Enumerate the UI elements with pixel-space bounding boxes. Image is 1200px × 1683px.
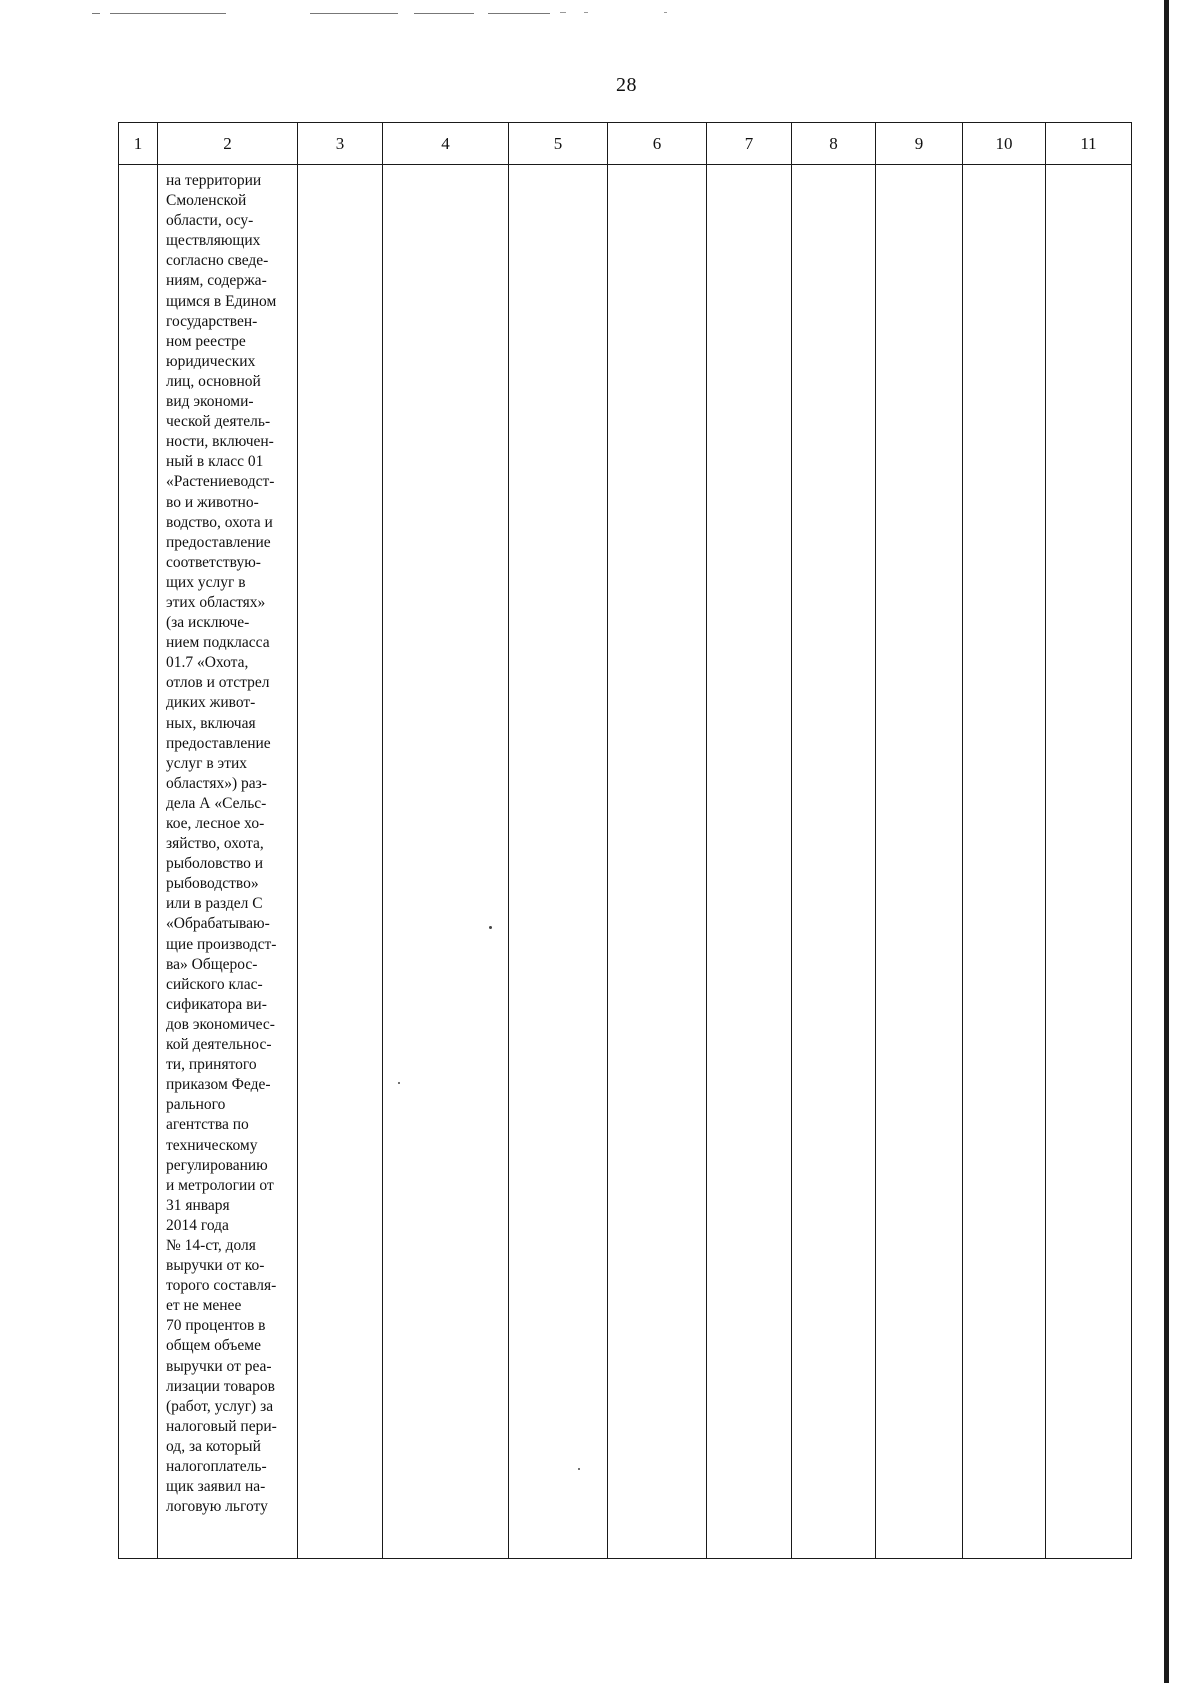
table-cell-col6 [608,165,707,1559]
column-header-3: 3 [298,123,383,165]
table-cell-col3 [298,165,383,1559]
page-number: 28 [616,74,637,96]
column-header-9: 9 [876,123,963,165]
column-header-10: 10 [963,123,1046,165]
table-cell-col2 [158,165,298,1559]
table-row [119,165,1132,1559]
column-header-11: 11 [1046,123,1132,165]
table-cell-col1 [119,165,158,1559]
table-cell-col4 [383,165,509,1559]
column-header-2: 2 [158,123,298,165]
scan-speck [398,1082,400,1084]
scan-artifact-line [110,13,226,14]
scan-artifact-line [414,13,474,14]
scan-artifact-line [664,12,667,13]
column-header-4: 4 [383,123,509,165]
scan-speck [578,1468,580,1470]
table-cell-col9 [876,165,963,1559]
scan-speck [489,926,492,929]
scan-artifact-line [310,13,398,14]
table-cell-col8 [792,165,876,1559]
column-header-7: 7 [707,123,792,165]
column-header-6: 6 [608,123,707,165]
cell-description-text: на территории Смоленской области, осу- ществляющих согласно сведе- ниям, содержа- щимся в Едином государствен- ном реестре юридических лиц, основной вид экономи- ческой деятель- ности, включен- ный в класс 01 «Растениеводст- во и животно- водство, охота и предоставление соответствую- щих услуг в этих областях» (за исключе- нием подкласса 01.7 «Охота, отлов и отстрел диких живот- ных, включая предоставление услуг в этих областях») раз- дела А «Сельс- кое, лесное хо- зяйство, охота, рыболовство и рыбоводство» или в раздел С «Обрабатываю- щие производст- ва» Общерос- сийского клас- сификатора ви- дов экономичес- кой деятельнос- ти, принятого приказом Феде- рального агентства по техническому регулированию и метрологии от 31 января 2014 года № 14-ст, доля выручки от ко- торого составля- ет не менее 70 процентов в общем объеме выручки от реа- лизации товаров (работ, услуг) за налоговый пери- од, за который налогоплатель- щик заявил на- логовую льготу [166,172,277,1516]
scan-artifact-line [560,12,566,13]
table-cell-col10 [963,165,1046,1559]
column-header-8: 8 [792,123,876,165]
scan-edge-bar [1164,0,1169,1683]
column-header-1: 1 [119,123,158,165]
scan-artifact-line [520,13,550,14]
table-cell-col7 [707,165,792,1559]
table-cell-col5 [509,165,608,1559]
table-header-row [119,123,1132,165]
table-cell-col11 [1046,165,1132,1559]
scan-artifact-line [584,12,588,13]
column-header-5: 5 [509,123,608,165]
scan-artifact-line [92,13,100,14]
data-table [118,122,1132,1559]
